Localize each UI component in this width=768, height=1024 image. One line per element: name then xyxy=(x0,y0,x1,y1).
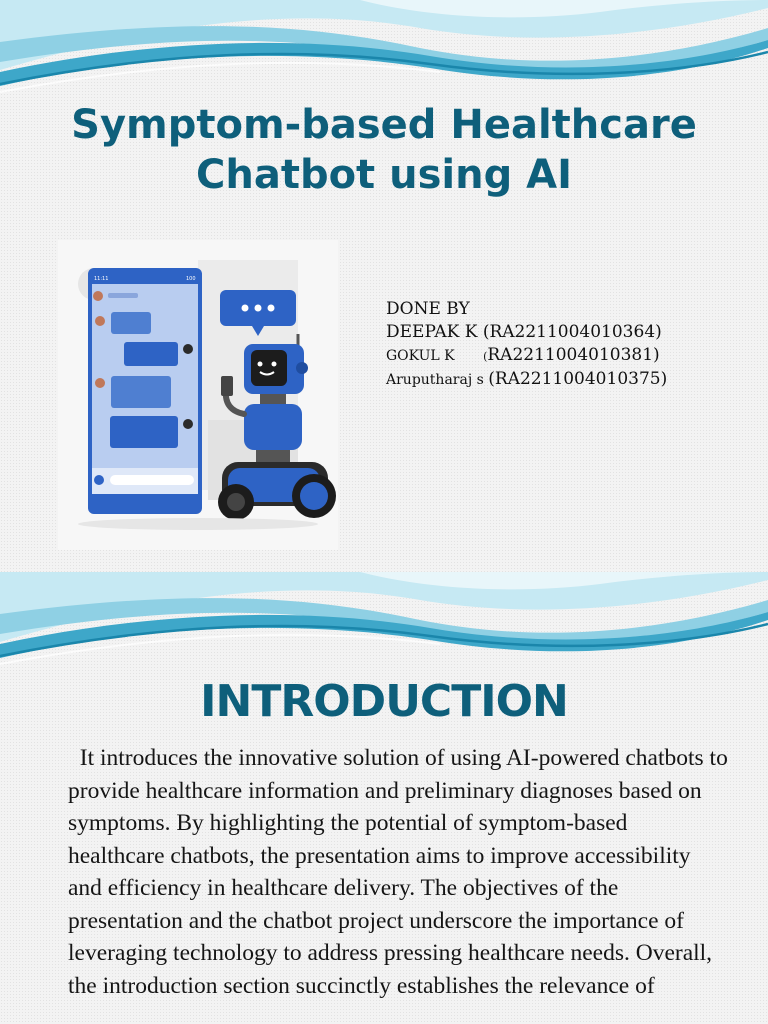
svg-text:11:11: 11:11 xyxy=(94,276,109,282)
slide-title-heading xyxy=(0,100,768,200)
author-aruputharaj-name: Aruputharaj s xyxy=(386,372,489,388)
introduction-body-text: It introduces the innovative solution of using AI-powered chatbots to provide healthcare information and preliminary diagnoses based on symptoms. By highlighting the potential of symptom-based healthcare chatbots, the presentation aims to improve accessibility and efficiency in healthcare delivery. The objectives of the presentation and the chatbot project underscore the importance of leveraging technology to address pressing healthcare needs. Overall, the introduction section succinctly establishes the relevance of xyxy=(68,745,728,999)
author-gokul-id: RA2211004010381) xyxy=(487,345,660,365)
author-deepak-name: DEEPAK K xyxy=(386,322,483,342)
svg-text:100: 100 xyxy=(186,276,196,282)
author-aruputharaj xyxy=(386,368,667,392)
chatbot-illustration xyxy=(58,240,338,550)
author-deepak xyxy=(386,321,667,344)
introduction-body xyxy=(68,742,728,1002)
title-line-1: Symptom-based Healthcare xyxy=(71,102,697,148)
author-aruputharaj-id: (RA2211004010375) xyxy=(488,369,668,389)
header-wave-decoration xyxy=(0,572,768,672)
title-line-2: Chatbot using AI xyxy=(196,152,572,198)
slide-introduction xyxy=(0,572,768,1024)
author-gokul-name: GOKUL K xyxy=(386,348,460,364)
author-deepak-id: (RA2211004010364) xyxy=(482,322,662,342)
authors-block xyxy=(386,298,667,392)
done-by-label: DONE BY xyxy=(386,299,470,319)
author-gokul xyxy=(386,344,667,368)
header-wave-decoration xyxy=(0,0,768,100)
author-gokul-paren: ( xyxy=(483,350,488,363)
introduction-heading: INTRODUCTION xyxy=(200,676,568,727)
